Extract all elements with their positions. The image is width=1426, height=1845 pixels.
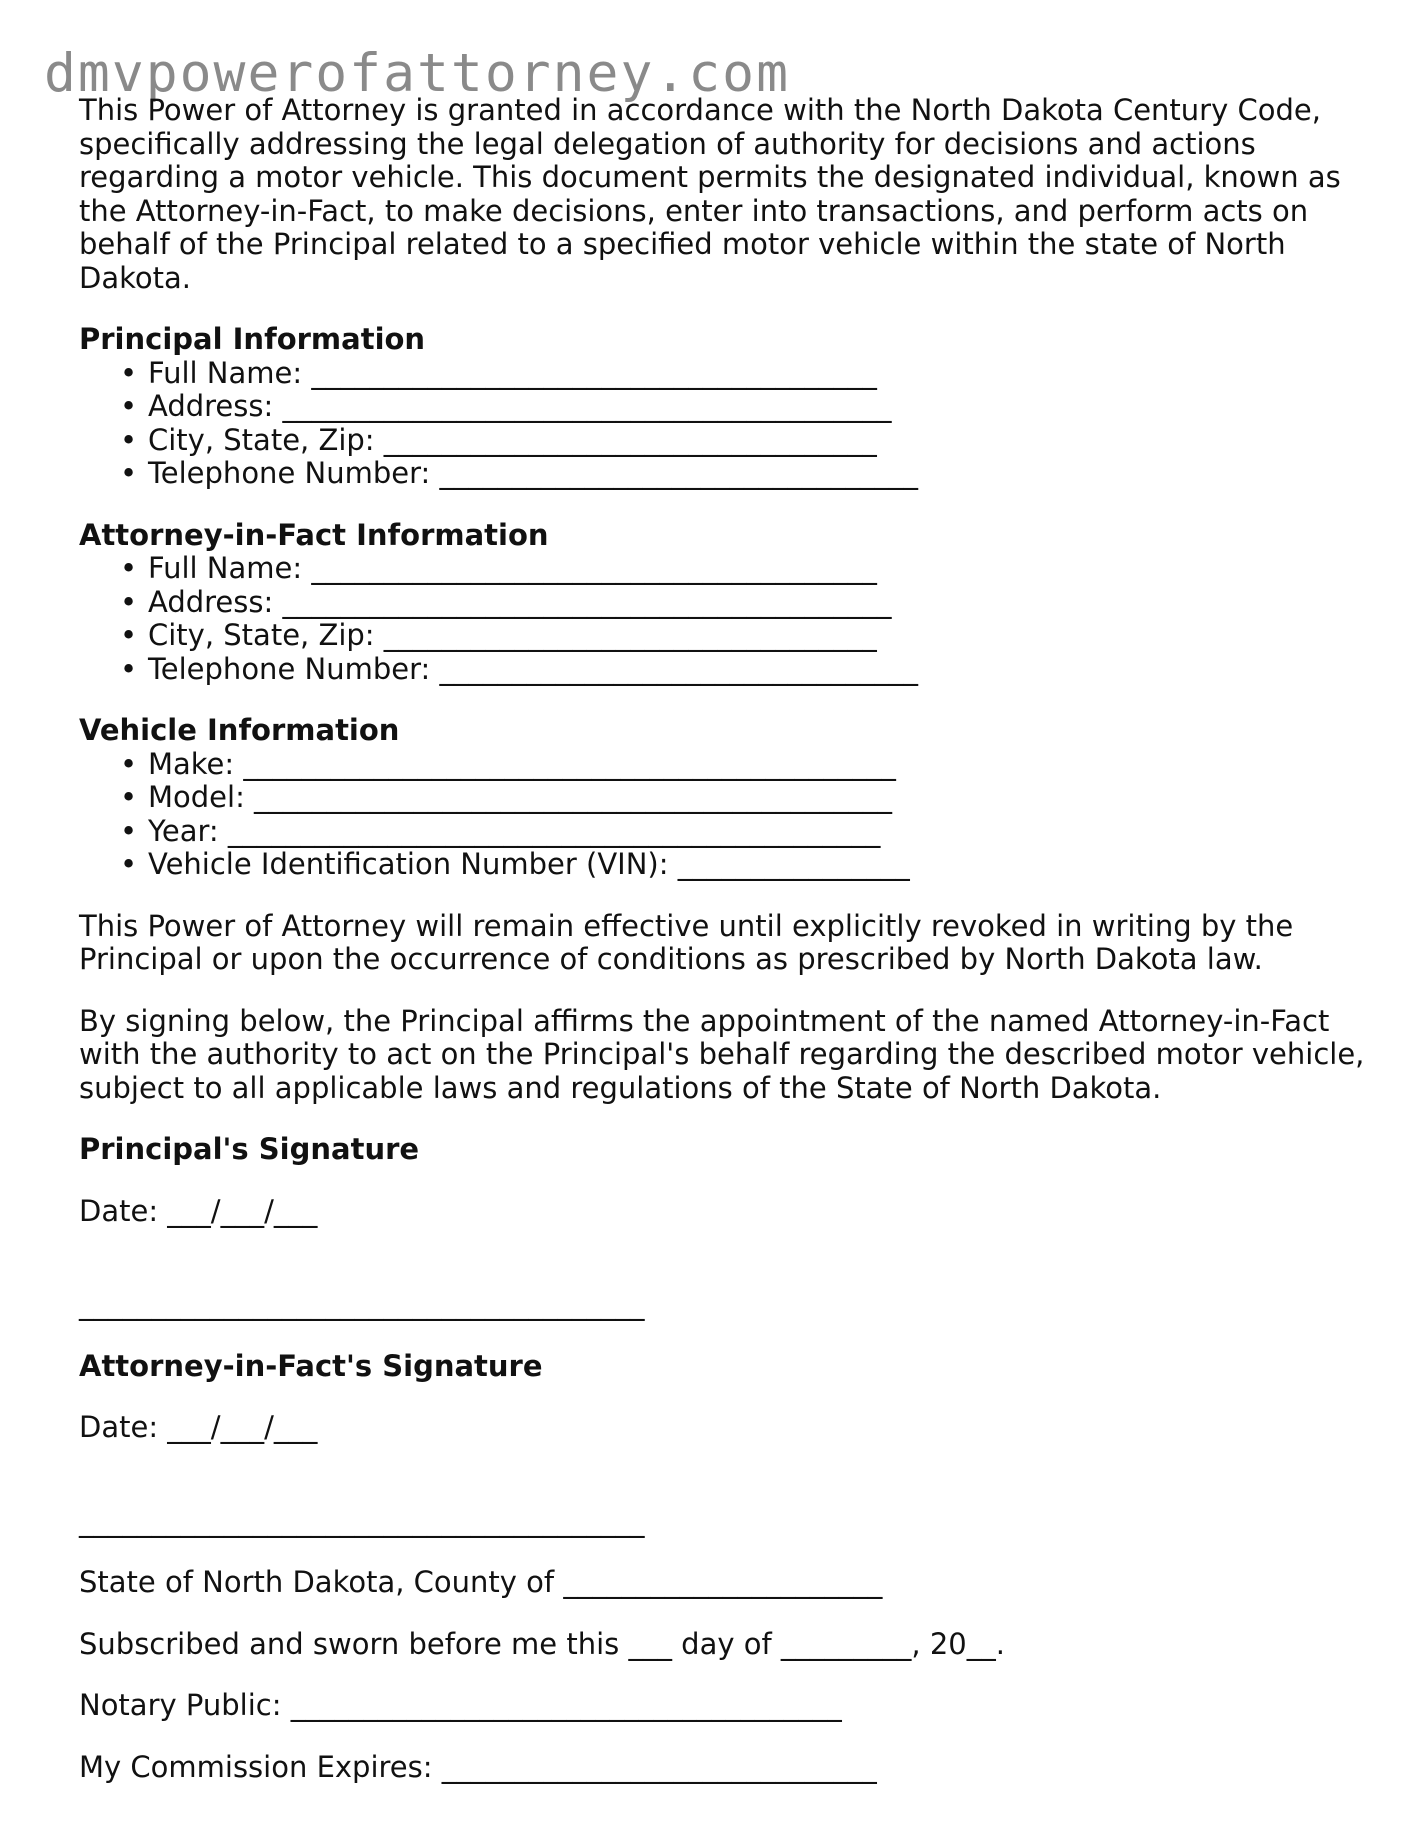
bullet-icon: • [120, 813, 138, 848]
commission-expires-field[interactable]: My Commission Expires: ______________________________ [79, 1749, 877, 1784]
bullet-icon: • [120, 584, 138, 619]
vehicle-year-field[interactable]: Year: _____________________________________________ [148, 813, 881, 848]
principal-city-state-zip-field[interactable]: City, State, Zip: __________________________________ [148, 422, 877, 457]
vehicle-vin-field[interactable]: Vehicle Identification Number (VIN): ________________ [148, 847, 910, 881]
principal-full-name-field[interactable]: Full Name: _______________________________________ [148, 355, 877, 390]
bullet-icon: • [120, 422, 138, 457]
affirm-paragraph: By signing below, the Principal affirms the appointment of the named Attorney-in-Fact with the authority to act on the Principal's behalf regarding the described motor vehicle, subject to all applicable laws and regulations of the State of North Dakota. [79, 1003, 1374, 1105]
bullet-icon: • [120, 456, 138, 490]
list-item [120, 551, 1379, 586]
list-item [120, 422, 1379, 458]
effective-paragraph: This Power of Attorney will remain effective until explicitly revoked in writing by the Principal or upon the occurrence of conditions as prescribed by North Dakota law. [79, 908, 1303, 976]
principal-address-field[interactable]: Address: __________________________________________ [148, 389, 892, 423]
bullet-icon: • [120, 746, 138, 781]
attorney-info-list [79, 552, 1379, 686]
attorney-signature-heading: Attorney-in-Fact's Signature [79, 1348, 543, 1383]
notary-county-field[interactable]: State of North Dakota, County of ______________________ [79, 1565, 883, 1599]
list-item [120, 456, 1379, 491]
principal-signature-line[interactable]: _______________________________________ [79, 1287, 645, 1321]
attorney-info-heading: Attorney-in-Fact Information [79, 517, 549, 552]
list-item [120, 355, 1379, 391]
list-item [120, 618, 1379, 653]
principal-info-heading: Principal Information [79, 322, 426, 356]
attorney-city-state-zip-field[interactable]: City, State, Zip: __________________________________ [148, 618, 877, 652]
list-item [120, 584, 1379, 620]
intro-paragraph: This Power of Attorney is granted in accordance with the North Dakota Century Code, specifically addressing the legal delegation of authority for decisions and actions regarding a motor vehicle. This document permits the designated individual, known as the Attorney-in-Fact, to make decisions, enter into transactions, and perform acts on behalf of the Principal related to a specified motor vehicle within the state of North Dakota. [79, 93, 1350, 295]
vehicle-model-field[interactable]: Model: ____________________________________________ [148, 780, 893, 814]
notary-sworn-field[interactable]: Subscribed and sworn before me this ___ day of _________, 20__. [79, 1626, 1005, 1661]
principal-info-list [79, 357, 1379, 491]
bullet-icon: • [120, 618, 138, 652]
bullet-icon: • [120, 355, 138, 390]
vehicle-make-field[interactable]: Make: _____________________________________________ [148, 746, 896, 781]
principal-signature-heading: Principal's Signature [79, 1132, 420, 1166]
notary-public-field[interactable]: Notary Public: ______________________________________ [79, 1688, 842, 1722]
list-item [120, 651, 1379, 687]
bullet-icon: • [120, 389, 138, 423]
attorney-telephone-field[interactable]: Telephone Number: _________________________________ [148, 651, 918, 686]
watermark: dmvpowerofattorney.com [44, 43, 790, 104]
vehicle-info-heading: Vehicle Information [79, 713, 400, 747]
bullet-icon: • [120, 651, 138, 686]
bullet-icon: • [120, 847, 138, 881]
principal-telephone-field[interactable]: Telephone Number: _________________________________ [148, 456, 918, 490]
list-item [120, 813, 1379, 849]
list-item [120, 847, 1379, 882]
list-item [120, 389, 1379, 424]
principal-signature-date-field[interactable]: Date: ___/___/___ [79, 1193, 318, 1228]
attorney-signature-date-field[interactable]: Date: ___/___/___ [79, 1410, 318, 1444]
list-item [120, 746, 1379, 782]
attorney-signature-line[interactable]: _______________________________________ [79, 1503, 645, 1538]
bullet-icon: • [120, 551, 138, 585]
attorney-full-name-field[interactable]: Full Name: _______________________________________ [148, 551, 877, 585]
document-body [79, 94, 1379, 1784]
vehicle-info-list [79, 748, 1379, 882]
list-item [120, 780, 1379, 815]
bullet-icon: • [120, 780, 138, 814]
attorney-address-field[interactable]: Address: __________________________________________ [148, 584, 892, 619]
